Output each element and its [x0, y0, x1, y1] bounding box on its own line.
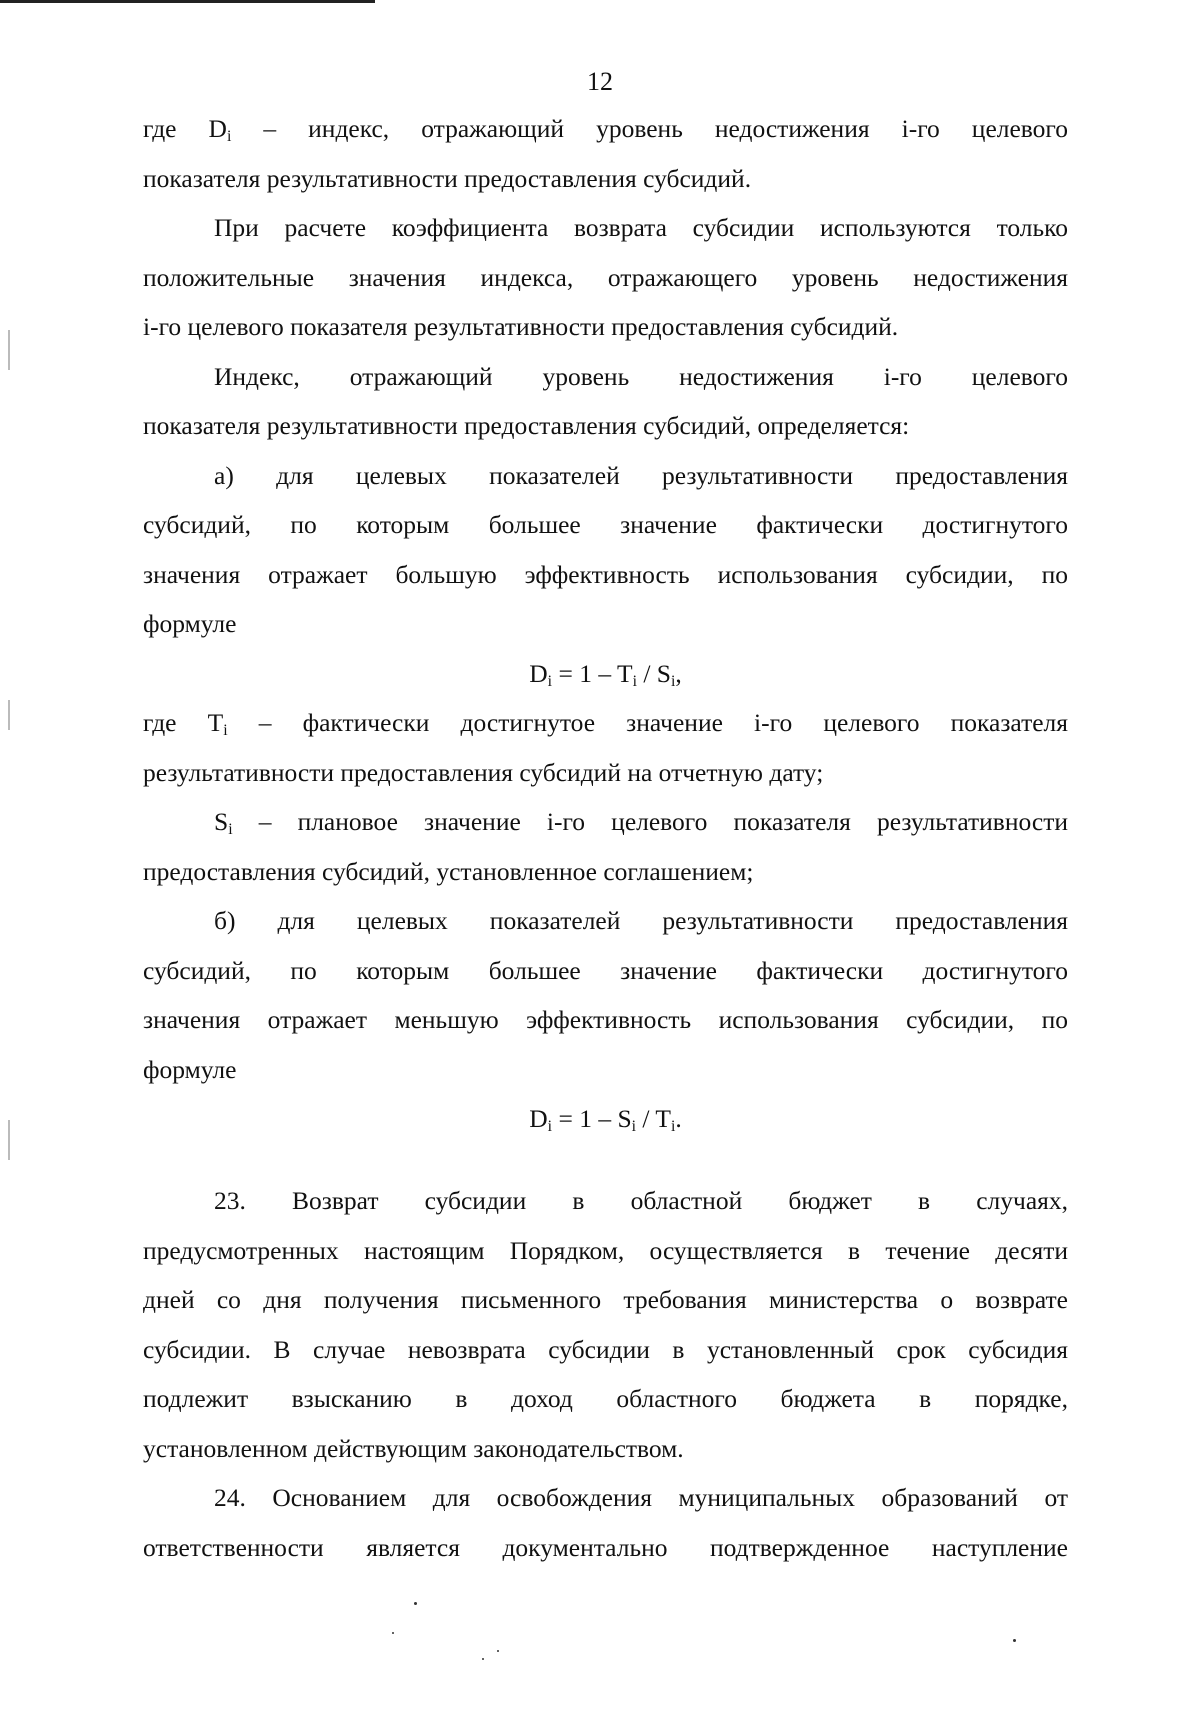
- text-line: положительные значения индекса, отражающего уровень недостижения: [143, 262, 1068, 292]
- text-line: ответственности является документально подтвержденное наступление: [143, 1532, 1068, 1562]
- scan-edge-mark: [8, 1120, 10, 1160]
- text-line: результативности предоставления субсидий на отчетную дату;: [143, 757, 824, 787]
- text-line: где $D_i$ – индекс, отражающий уровень недостижения i-го целевого: [143, 114, 1068, 145]
- scan-edge-mark: [8, 700, 10, 730]
- scan-speck: [392, 1632, 394, 1634]
- text-line: субсидий, по которым большее значение фактически достигнутого: [143, 510, 1068, 539]
- text-line: субсидий, по которым большее значение фактически достигнутого: [143, 955, 1068, 985]
- text-line: формуле: [143, 609, 237, 638]
- scan-speck: [497, 1650, 499, 1652]
- text-line: значения отражает большую эффективность использования субсидии, по: [143, 559, 1068, 589]
- text-line: подлежит взысканию в доход областного бюджета в порядке,: [143, 1384, 1068, 1413]
- text-line: субсидии. В случае невозврата субсидии в установленный срок субсидия: [143, 1334, 1068, 1364]
- text-line: установленном действующим законодательством.: [143, 1433, 684, 1463]
- text-line: где $T_i$ – фактически достигнутое значение i-го целевого показателя: [143, 708, 1068, 739]
- document-body: [143, 104, 1068, 1144]
- text-line: При расчете коэффициента возврата субсидии используются только: [214, 213, 1068, 242]
- text-line: показателя результативности предоставления субсидий.: [143, 163, 752, 193]
- document-body-continued: [143, 1176, 1068, 1572]
- text-line: формуле: [143, 1054, 237, 1084]
- text-line: i-го целевого показателя результативности предоставления субсидий.: [143, 312, 899, 341]
- page-number: 12: [587, 67, 613, 96]
- text-line: б) для целевых показателей результативности предоставления: [214, 906, 1068, 935]
- text-line: 24. Основанием для освобождения муниципальных образований от: [214, 1483, 1068, 1512]
- text-line: показателя результативности предоставления субсидий, определяется:: [143, 411, 910, 440]
- scan-speck: [414, 1602, 417, 1605]
- scan-edge-mark: [8, 330, 10, 370]
- text-line: значения отражает меньшую эффективность использования субсидии, по: [143, 1005, 1068, 1034]
- text-line: дней со дня получения письменного требования министерства о возврате: [143, 1285, 1068, 1314]
- text-line: Индекс, отражающий уровень недостижения i-го целевого: [214, 361, 1068, 391]
- scan-edge-line: [0, 0, 375, 3]
- text-line: предоставления субсидий, установленное соглашением;: [143, 856, 754, 886]
- scan-speck: [482, 1658, 484, 1660]
- text-line: $S_i$ – плановое значение i-го целевого показателя результативности: [214, 807, 1068, 838]
- text-line: предусмотренных настоящим Порядком, осуществляется в течение десяти: [143, 1235, 1068, 1265]
- text-line: 23. Возврат субсидии в областной бюджет в случаях,: [214, 1186, 1068, 1215]
- scan-speck: [1013, 1639, 1016, 1642]
- text-line: а) для целевых показателей результативности предоставления: [214, 460, 1068, 490]
- formula-a: $D_i = 1 - T_i / S_i$,: [529, 658, 682, 690]
- formula-b: $D_i = 1 - S_i / T_i$.: [529, 1104, 682, 1135]
